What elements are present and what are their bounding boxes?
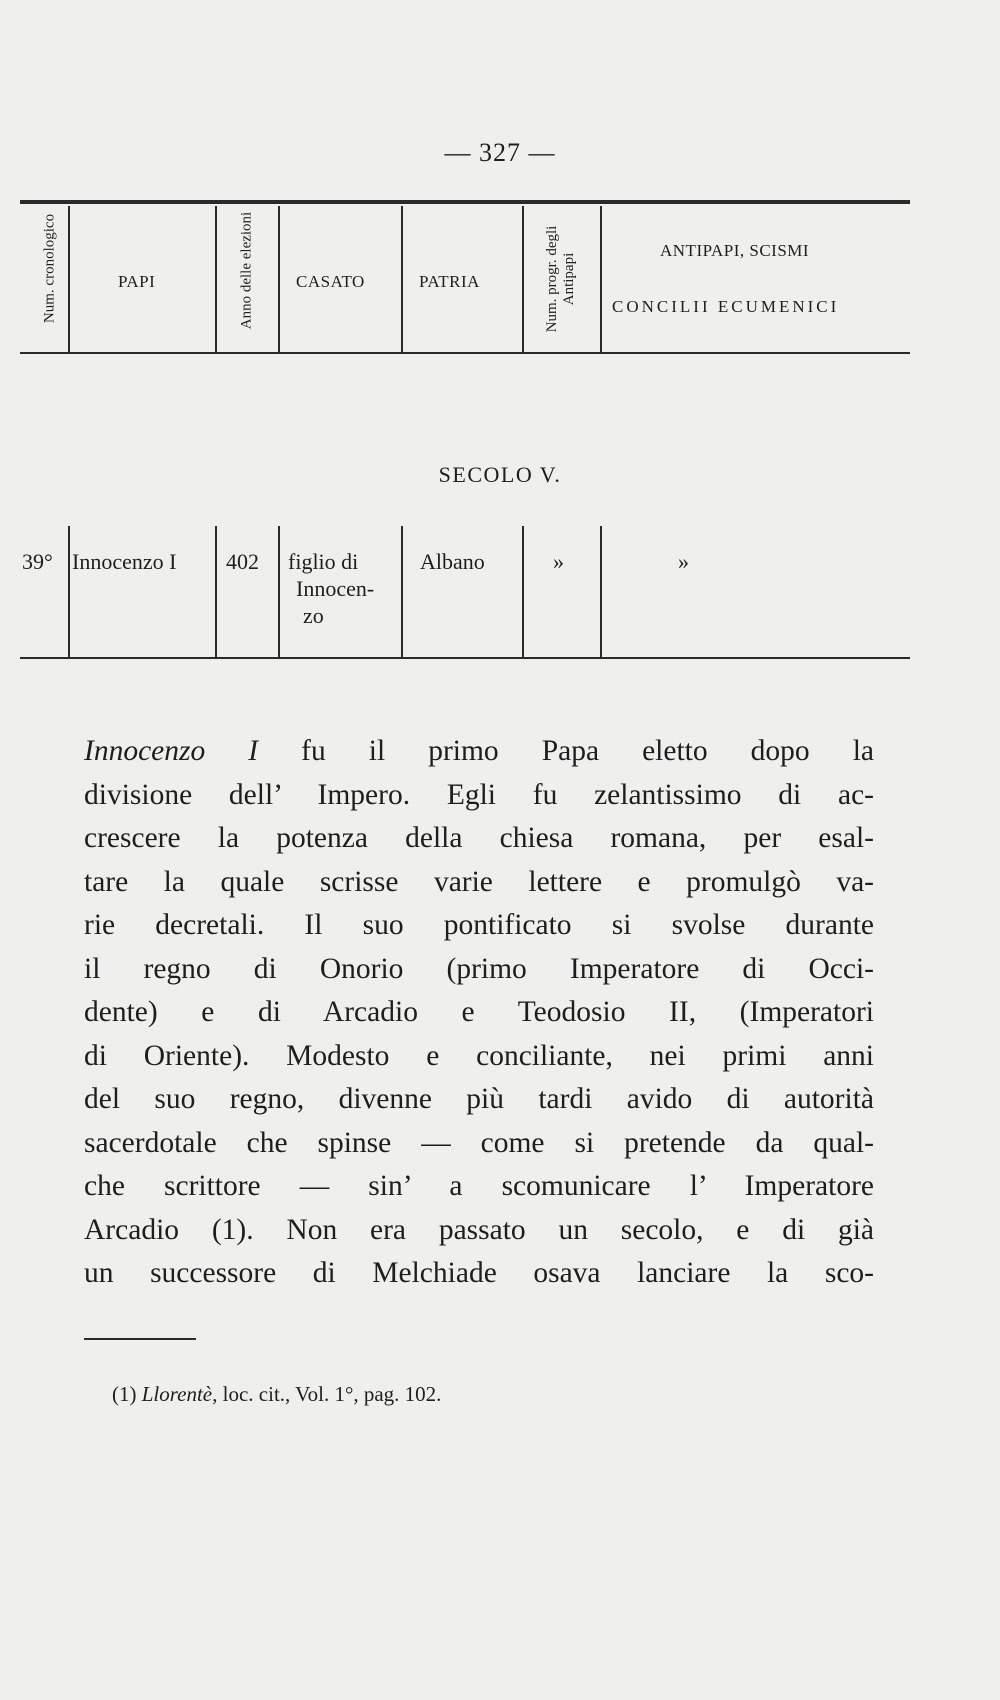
header-num-antipapi: Num. progr. degli Antipapi	[544, 225, 577, 333]
body-line: dente) e di Arcadio e Teodosio II, (Imperatori	[84, 996, 874, 1028]
row-casato-line1: figlio di	[288, 549, 359, 574]
header-patria: PATRIA	[419, 272, 480, 291]
row-papa: Innocenzo I	[72, 549, 177, 574]
header-divider	[215, 206, 217, 352]
body-line: rie decretali. Il suo pontificato si svolse durante	[84, 909, 874, 941]
footnote	[112, 1382, 441, 1407]
body-line: sacerdotale che spinse — come si pretende da qual-	[84, 1126, 874, 1159]
body-line: crescere la potenza della chiesa romana, per esal-	[84, 822, 874, 854]
row-divider	[600, 526, 602, 658]
body-line: del suo regno, divenne più tardi avido di autorità	[84, 1083, 874, 1115]
body-line: il regno di Onorio (primo Imperatore di Occi-	[84, 952, 874, 985]
row-casato-line2: Innocen-	[296, 576, 375, 601]
body-line: di Oriente). Modesto e conciliante, nei primi anni	[84, 1039, 874, 1072]
header-concilii: CONCILII ECUMENICI	[612, 297, 840, 316]
body-line	[84, 730, 874, 774]
header-divider	[278, 206, 280, 352]
body-line-rest: fu il primo Papa eletto dopo la	[258, 735, 874, 767]
header-num-cronologico: Num. cronologico	[41, 213, 58, 324]
row-divider	[278, 526, 280, 658]
footnote-marker: (1)	[112, 1382, 137, 1406]
header-divider	[522, 206, 524, 352]
header-anno-elezioni: Anno delle elezioni	[238, 211, 255, 330]
header-casato: CASATO	[296, 272, 365, 291]
footnote-rule	[84, 1338, 196, 1340]
footnote-text: loc. cit., Vol. 1°, pag. 102.	[222, 1382, 442, 1406]
row-divider	[401, 526, 403, 658]
body-line: che scrittore — sin’ a scomunicare l’ Imperatore	[84, 1170, 874, 1202]
body-line: Arcadio (1). Non era passato un secolo, e di già	[84, 1213, 874, 1246]
row-divider	[522, 526, 524, 658]
body-line: divisione dell’ Impero. Egli fu zelantissimo di ac-	[84, 778, 874, 811]
table-header-bottom-rule	[20, 352, 910, 354]
row-anno: 402	[226, 549, 259, 574]
table-bottom-rule	[20, 657, 910, 659]
section-title: SECOLO V.	[438, 462, 562, 487]
row-divider	[215, 526, 217, 658]
row-antipapi: »	[678, 549, 689, 574]
header-divider	[600, 206, 602, 352]
header-divider	[68, 206, 70, 352]
header-papi: PAPI	[118, 272, 156, 291]
row-antipapi-num: »	[553, 549, 564, 574]
footnote-author: Llorentè,	[141, 1382, 218, 1406]
body-line-italic: Innocenzo I	[84, 735, 259, 767]
header-divider	[401, 206, 403, 352]
row-divider	[68, 526, 70, 658]
page-number: — 327 —	[444, 138, 556, 167]
row-num: 39°	[22, 549, 53, 574]
body-line: tare la quale scrisse varie lettere e promulgò va-	[84, 865, 874, 898]
row-casato-line3: zo	[303, 603, 324, 628]
row-patria: Albano	[420, 549, 485, 574]
table-top-rule	[20, 200, 910, 204]
header-antipapi: ANTIPAPI, SCISMI	[660, 241, 810, 260]
body-line: un successore di Melchiade osava lanciare la sco-	[84, 1257, 874, 1289]
body-paragraph	[84, 730, 874, 1296]
